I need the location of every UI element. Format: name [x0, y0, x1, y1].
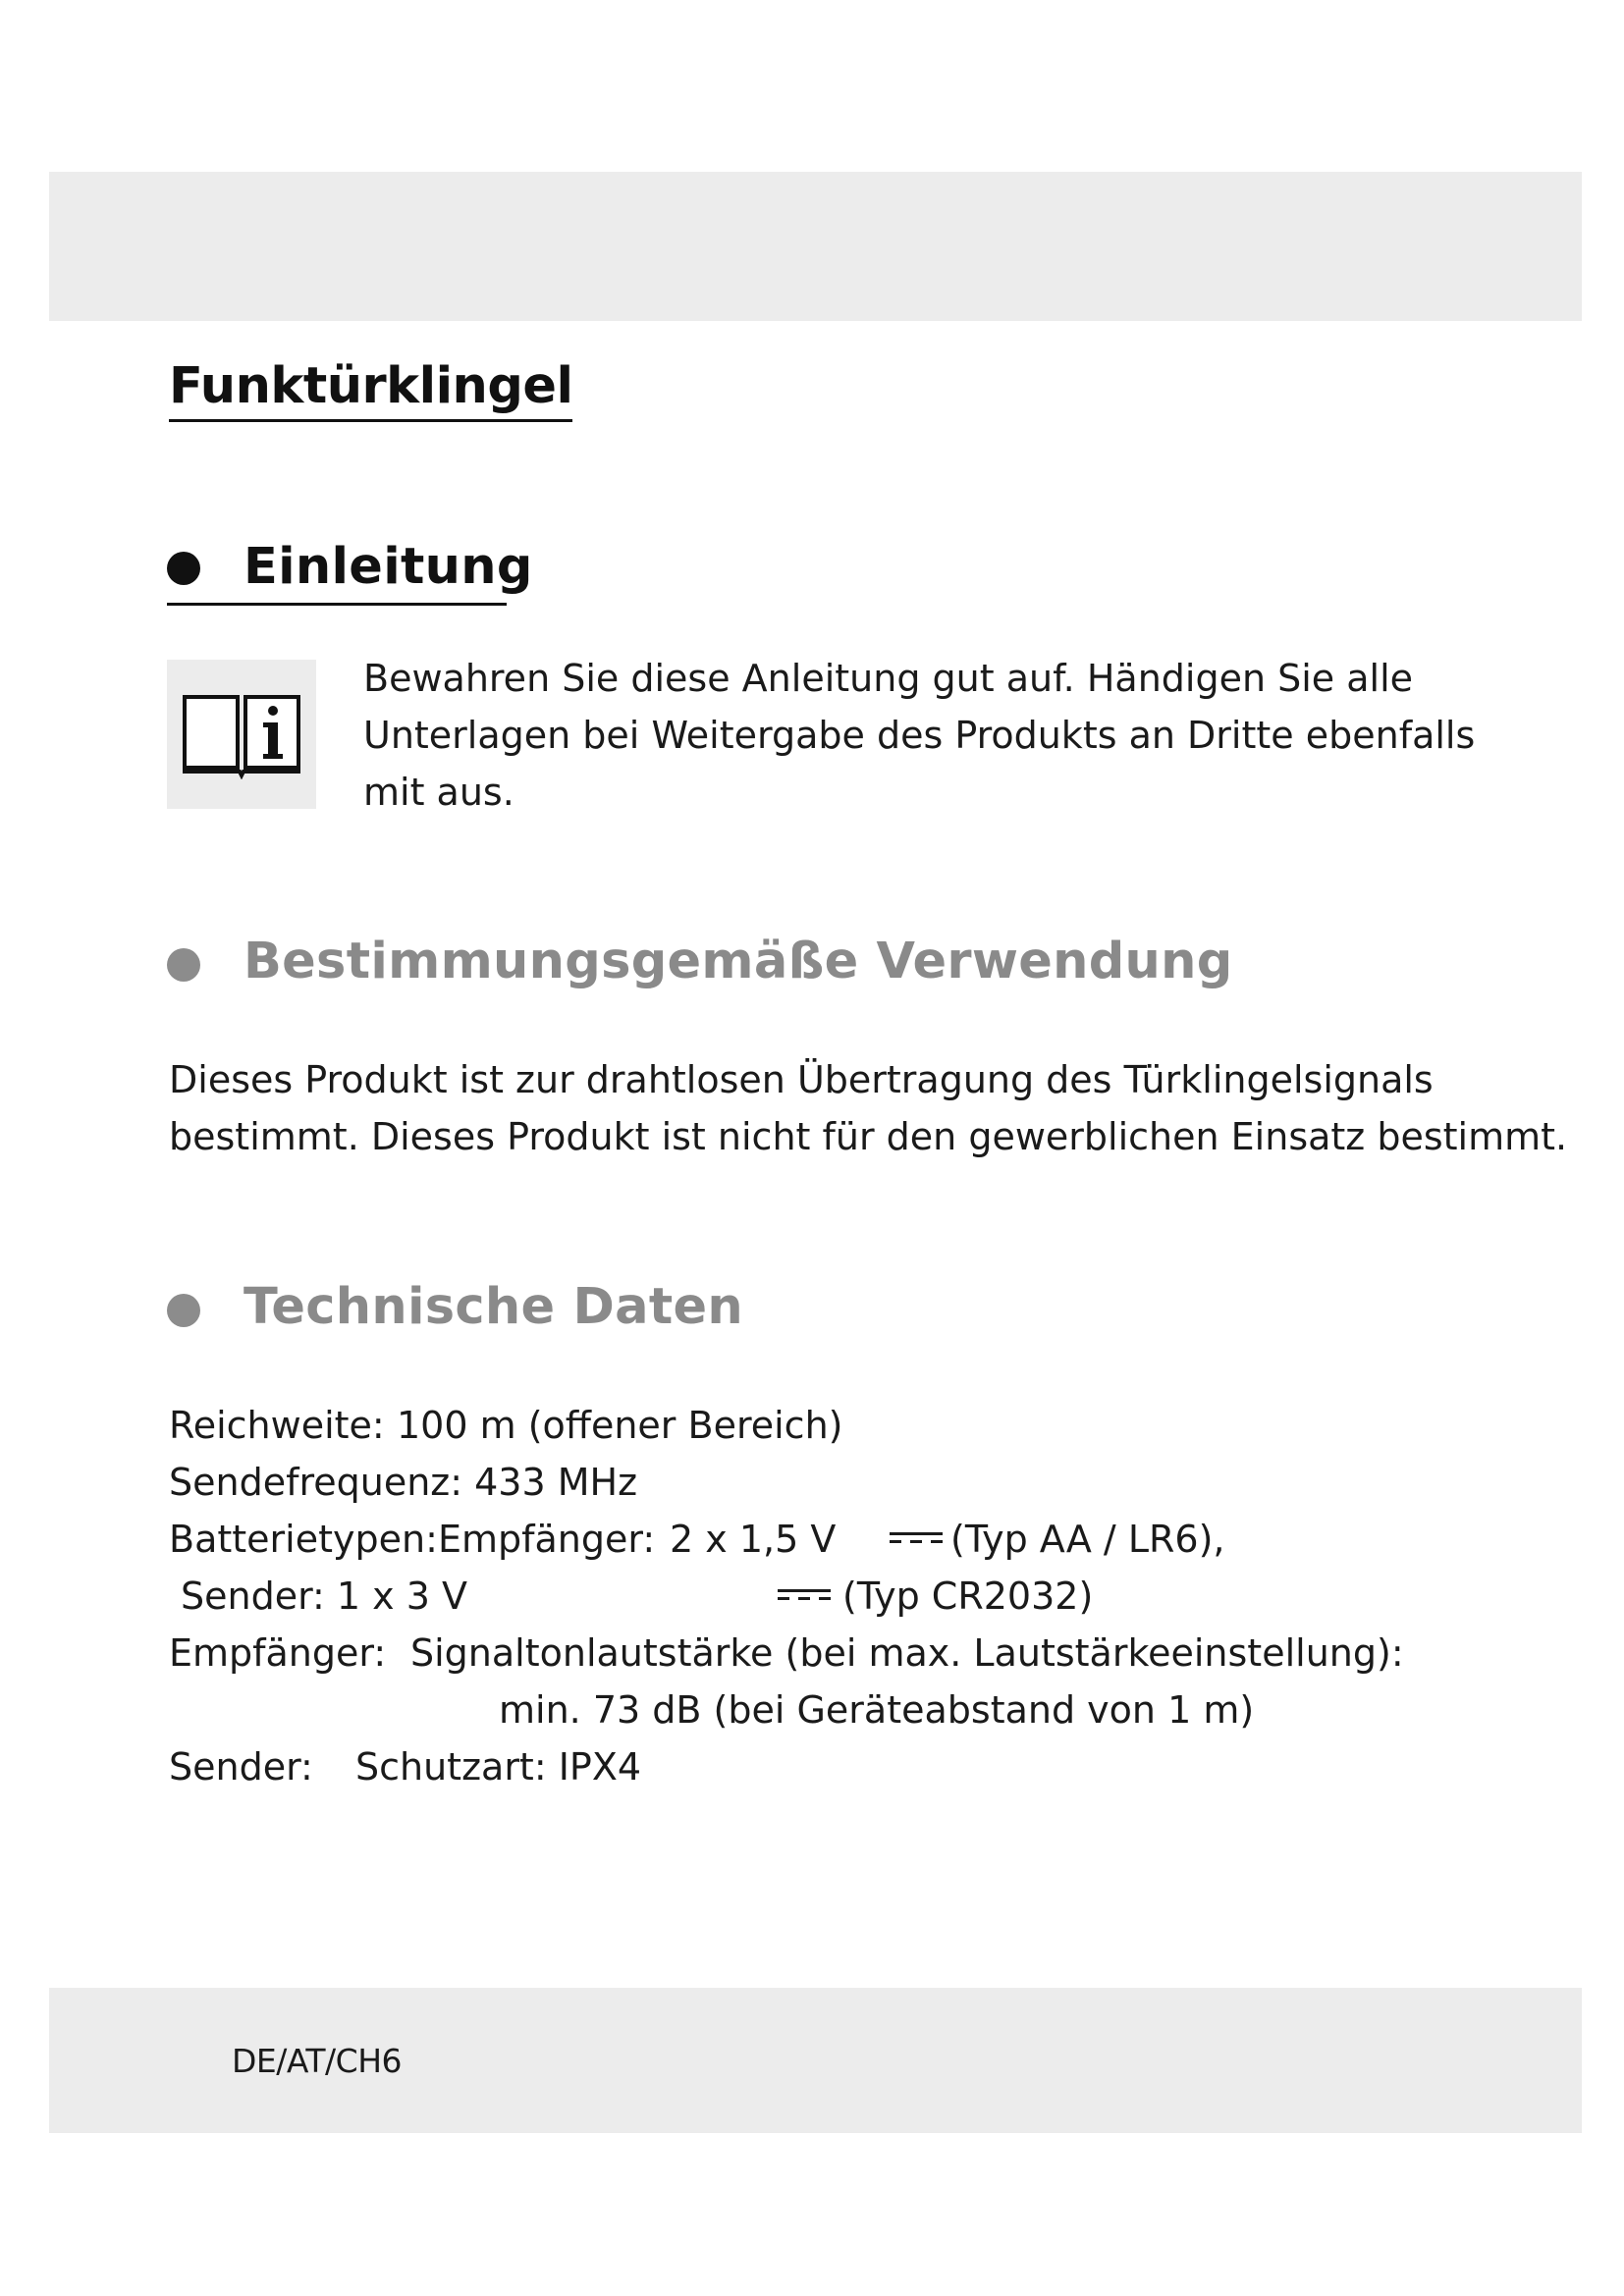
spec-value: Schutzart: IPX4	[355, 1745, 642, 1789]
text-line: mit aus.	[363, 771, 514, 814]
text-line: bestimmt. Dieses Produkt ist nicht für den gewerblichen Einsatz bestimmt.	[169, 1115, 1568, 1158]
section-heading-text: Einleitung	[244, 538, 533, 596]
info-manual-icon	[167, 660, 316, 809]
spec-label: Empfänger:	[169, 1631, 387, 1675]
bullet-icon	[167, 552, 200, 585]
spec-label: Empfänger:	[438, 1518, 656, 1561]
bullet-icon	[167, 948, 200, 982]
section-heading-text: Technische Daten	[244, 1278, 743, 1336]
spec-value: (Typ CR2032)	[842, 1575, 1094, 1618]
spec-value: 100 m (offener Bereich)	[397, 1404, 843, 1447]
dc-current-icon	[890, 1528, 943, 1548]
spec-value: Signaltonlautstärke (bei max. Lautstärkeeinstellung):	[410, 1631, 1404, 1675]
spec-label: Batterietypen:	[169, 1518, 438, 1561]
spec-value: Sender: 1 x 3 V	[181, 1575, 467, 1618]
dc-current-icon	[778, 1585, 831, 1605]
usage-paragraph	[169, 1051, 1567, 1165]
bullet-icon	[167, 1294, 200, 1327]
page-footer-label: DE/AT/CH6	[232, 2042, 403, 2080]
section-heading-text: Bestimmungsgemäße Verwendung	[244, 933, 1233, 990]
spec-value: 2 x 1,5 V	[670, 1518, 837, 1561]
spec-label: Reichweite:	[169, 1404, 385, 1447]
spec-value: (Typ AA / LR6),	[950, 1518, 1225, 1561]
intro-paragraph	[363, 650, 1492, 821]
footer-band	[49, 1988, 1582, 2133]
heading-underline	[167, 603, 507, 606]
spec-value: min. 73 dB (bei Geräteabstand von 1 m)	[499, 1688, 1255, 1732]
spec-label: Sender:	[169, 1745, 313, 1789]
spec-value: Sendefrequenz: 433 MHz	[169, 1461, 638, 1504]
text-line: Dieses Produkt ist zur drahtlosen Übertragung des Türklingelsignals	[169, 1058, 1434, 1101]
text-line: Unterlagen bei Weitergabe des Produkts an Dritte ebenfalls	[363, 714, 1476, 757]
header-band	[49, 172, 1582, 321]
text-line: Bewahren Sie diese Anleitung gut auf. Händigen Sie alle	[363, 657, 1414, 700]
page-title: Funktürklingel	[169, 357, 572, 422]
